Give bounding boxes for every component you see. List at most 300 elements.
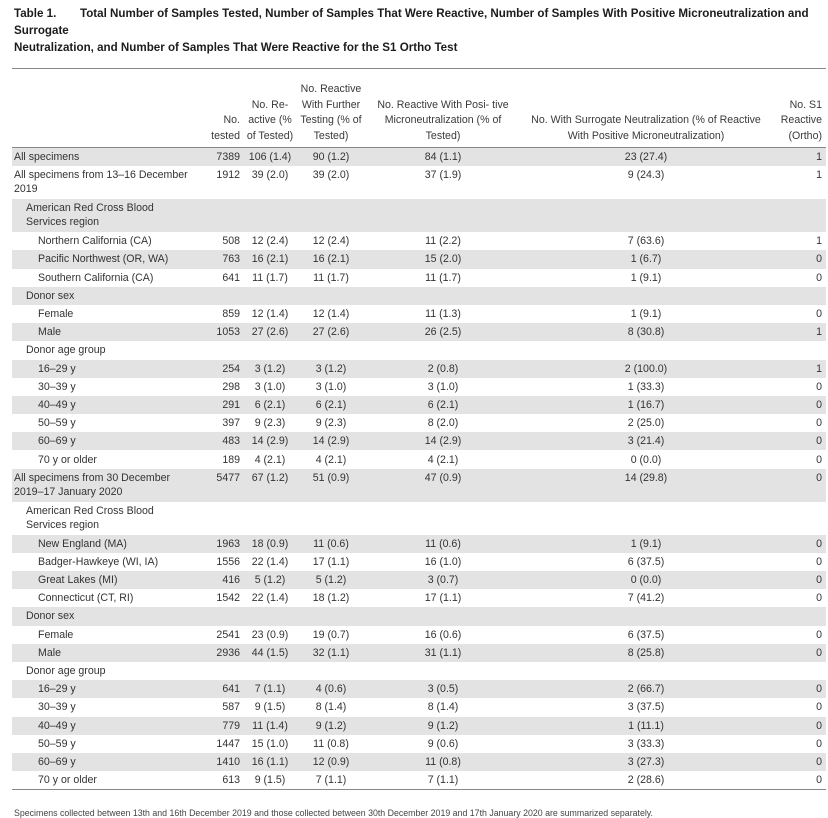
- cell-reactive: 67 (1.2): [244, 469, 296, 502]
- row-label: Female: [38, 308, 74, 321]
- cell-micro: 8 (1.4): [427, 701, 459, 714]
- cell-further: 17 (1.1): [312, 555, 350, 568]
- header-tested: No. tested: [211, 114, 240, 142]
- table-row: [12, 341, 826, 359]
- cell-surrogate: 1 (6.7): [520, 250, 772, 268]
- row-label: 16–29 y: [38, 362, 76, 375]
- cell-micro: 17 (1.1): [424, 592, 462, 605]
- cell-further: 4 (2.1): [315, 453, 347, 466]
- row-label-cell: [12, 680, 198, 698]
- header-surrogate: No. With Surrogate Neutralization (% of Reactive With Positive Microneutralization): [531, 114, 761, 142]
- data-table: [12, 68, 826, 790]
- table-row: [12, 589, 826, 607]
- cell-further: [296, 502, 366, 535]
- cell-reactive: 106 (1.4): [244, 148, 296, 167]
- cell-reactive: 11 (1.4): [244, 717, 296, 735]
- cell-tested: 7389: [198, 148, 244, 167]
- cell-further: 18 (1.2): [312, 592, 350, 605]
- row-label-cell: [12, 717, 198, 735]
- cell-further: [296, 341, 366, 359]
- cell-tested: 1912: [216, 169, 240, 182]
- cell-surrogate: 1 (33.3): [627, 380, 665, 393]
- cell-tested: 1053: [198, 323, 244, 341]
- header-blank: [12, 69, 198, 148]
- row-label-cell: [12, 571, 198, 589]
- header-s1: No. S1 Reactive (Ortho): [780, 98, 822, 142]
- cell-s1: 0: [772, 717, 826, 735]
- cell-micro: 16 (1.0): [424, 555, 462, 568]
- cell-tested: 859: [222, 308, 240, 321]
- cell-s1: [772, 199, 826, 232]
- row-label: 50–59 y: [38, 737, 76, 750]
- cell-reactive: 7 (1.1): [244, 680, 296, 698]
- cell-reactive: 14 (2.9): [244, 432, 296, 450]
- cell-s1: 1: [772, 148, 826, 167]
- row-label-cell: [12, 432, 198, 450]
- row-label-cell: [12, 735, 198, 753]
- cell-further: 6 (2.1): [296, 396, 366, 414]
- table-row: [12, 753, 826, 771]
- row-label: Male: [38, 326, 61, 339]
- table-row: [12, 323, 826, 341]
- table-row: [12, 469, 826, 502]
- row-label-cell: [12, 469, 198, 502]
- row-label-cell: [12, 502, 198, 535]
- header-further: No. Reactive With Further Testing (% of Tested): [300, 83, 362, 142]
- cell-micro: 11 (1.3): [425, 308, 461, 321]
- cell-micro: 3 (0.7): [366, 571, 520, 589]
- cell-reactive: 23 (0.9): [251, 628, 289, 641]
- row-label-cell: [12, 607, 198, 625]
- cell-micro: 16 (0.6): [424, 628, 462, 641]
- cell-tested: [198, 341, 244, 359]
- cell-surrogate: 3 (33.3): [627, 737, 665, 750]
- cell-surrogate: 1 (9.1): [520, 535, 772, 553]
- table-row: [12, 553, 826, 571]
- cell-further: 19 (0.7): [312, 628, 350, 641]
- row-label-cell: [12, 232, 198, 250]
- cell-further: 5 (1.2): [296, 571, 366, 589]
- row-label: Donor sex: [26, 289, 75, 302]
- cell-micro: 26 (2.5): [366, 323, 520, 341]
- cell-micro: [366, 502, 520, 535]
- cell-further: 12 (2.4): [312, 235, 350, 248]
- row-label: Connecticut (CT, RI): [38, 592, 134, 605]
- cell-reactive: 3 (1.0): [254, 380, 286, 393]
- row-label-cell: [12, 250, 198, 268]
- cell-micro: 11 (2.2): [425, 235, 461, 248]
- row-label-cell: [12, 166, 198, 199]
- cell-tested: 613: [222, 774, 240, 787]
- cell-micro: 84 (1.1): [366, 148, 520, 167]
- row-label: Female: [38, 628, 74, 641]
- row-label-cell: [12, 450, 198, 468]
- cell-s1: 0: [772, 680, 826, 698]
- cell-micro: 4 (2.1): [427, 453, 459, 466]
- row-label: American Red Cross Blood Services region: [26, 202, 154, 229]
- cell-reactive: 11 (1.7): [252, 271, 288, 284]
- cell-surrogate: 7 (63.6): [627, 235, 665, 248]
- cell-s1: 0: [816, 417, 822, 430]
- cell-tested: 1447: [216, 737, 240, 750]
- table-row: [12, 450, 826, 468]
- row-label: 16–29 y: [38, 683, 76, 696]
- cell-tested: [198, 662, 244, 680]
- cell-further: 4 (0.6): [296, 680, 366, 698]
- cell-reactive: [244, 607, 296, 625]
- table-row: [12, 698, 826, 716]
- cell-tested: 5477: [198, 469, 244, 502]
- cell-reactive: [244, 287, 296, 305]
- cell-reactive: 9 (1.5): [254, 774, 286, 787]
- cell-s1: [772, 502, 826, 535]
- cell-reactive: 16 (2.1): [244, 250, 296, 268]
- cell-reactive: 22 (1.4): [251, 555, 289, 568]
- row-label-cell: [12, 199, 198, 232]
- cell-tested: 483: [198, 432, 244, 450]
- cell-tested: 641: [198, 680, 244, 698]
- table-title: [0, 0, 828, 56]
- cell-s1: 0: [816, 592, 822, 605]
- cell-reactive: [244, 502, 296, 535]
- table-row: [12, 232, 826, 250]
- cell-s1: 0: [816, 774, 822, 787]
- table-label: Table 1.: [14, 7, 57, 20]
- cell-tested: [198, 607, 244, 625]
- cell-reactive: [244, 662, 296, 680]
- row-label-cell: [12, 589, 198, 607]
- cell-micro: 8 (2.0): [427, 417, 459, 430]
- row-label: 30–39 y: [38, 701, 76, 714]
- table-row: [12, 771, 826, 790]
- cell-surrogate: 3 (27.3): [520, 753, 772, 771]
- cell-s1: 0: [772, 469, 826, 502]
- cell-surrogate: 14 (29.8): [520, 469, 772, 502]
- cell-s1: 0: [816, 271, 822, 284]
- cell-surrogate: 0 (0.0): [520, 571, 772, 589]
- cell-micro: 31 (1.1): [366, 644, 520, 662]
- table-row: [12, 644, 826, 662]
- cell-further: 11 (1.7): [313, 271, 349, 284]
- cell-further: 90 (1.2): [296, 148, 366, 167]
- table-row: [12, 735, 826, 753]
- table-row: [12, 414, 826, 432]
- cell-surrogate: 2 (66.7): [520, 680, 772, 698]
- cell-reactive: 4 (2.1): [254, 453, 286, 466]
- row-label: 50–59 y: [38, 417, 76, 430]
- table-body: [12, 148, 826, 790]
- cell-surrogate: 2 (25.0): [627, 417, 665, 430]
- row-label-cell: [12, 662, 198, 680]
- cell-reactive: 44 (1.5): [244, 644, 296, 662]
- row-label-cell: [12, 771, 198, 790]
- cell-tested: 508: [222, 235, 240, 248]
- cell-micro: 6 (2.1): [366, 396, 520, 414]
- cell-further: 12 (1.4): [312, 308, 350, 321]
- cell-micro: 3 (1.0): [427, 380, 459, 393]
- cell-reactive: 9 (1.5): [254, 701, 286, 714]
- cell-micro: 2 (0.8): [366, 360, 520, 378]
- cell-reactive: 6 (2.1): [244, 396, 296, 414]
- cell-tested: 641: [222, 271, 240, 284]
- cell-surrogate: 2 (100.0): [520, 360, 772, 378]
- cell-micro: 9 (0.6): [427, 737, 459, 750]
- cell-micro: 47 (0.9): [366, 469, 520, 502]
- cell-micro: 11 (1.7): [425, 271, 461, 284]
- cell-surrogate: 1 (9.1): [630, 271, 662, 284]
- cell-micro: [366, 662, 520, 680]
- row-label-cell: [12, 360, 198, 378]
- cell-tested: 1963: [198, 535, 244, 553]
- table-row: [12, 662, 826, 680]
- row-label-cell: [12, 378, 198, 396]
- row-label-cell: [12, 341, 198, 359]
- cell-further: 9 (2.3): [315, 417, 347, 430]
- cell-surrogate: 3 (21.4): [520, 432, 772, 450]
- cell-tested: 254: [198, 360, 244, 378]
- row-label: Male: [38, 646, 61, 659]
- cell-reactive: 15 (1.0): [251, 737, 289, 750]
- cell-micro: 11 (0.8): [366, 753, 520, 771]
- row-label-cell: [12, 626, 198, 644]
- cell-further: 16 (2.1): [296, 250, 366, 268]
- cell-micro: [366, 607, 520, 625]
- row-label: Badger-Hawkeye (WI, IA): [38, 555, 159, 568]
- cell-s1: 0: [772, 396, 826, 414]
- row-label: 40–49 y: [38, 398, 76, 411]
- cell-s1: [772, 287, 826, 305]
- cell-reactive: 39 (2.0): [251, 169, 289, 182]
- cell-surrogate: 1 (9.1): [630, 308, 662, 321]
- cell-surrogate: 8 (30.8): [520, 323, 772, 341]
- cell-surrogate: [520, 199, 772, 232]
- row-label: 60–69 y: [38, 755, 76, 768]
- cell-reactive: 27 (2.6): [244, 323, 296, 341]
- cell-further: 9 (1.2): [296, 717, 366, 735]
- cell-surrogate: 6 (37.5): [627, 555, 665, 568]
- cell-further: 27 (2.6): [296, 323, 366, 341]
- cell-tested: 189: [222, 453, 240, 466]
- row-label-cell: [12, 323, 198, 341]
- cell-surrogate: 6 (37.5): [627, 628, 665, 641]
- cell-s1: 0: [816, 628, 822, 641]
- cell-tested: 587: [222, 701, 240, 714]
- cell-surrogate: [520, 287, 772, 305]
- cell-reactive: 3 (1.2): [244, 360, 296, 378]
- cell-micro: [366, 199, 520, 232]
- cell-tested: 763: [198, 250, 244, 268]
- cell-s1: 0: [772, 535, 826, 553]
- table-row: [12, 502, 826, 535]
- table-row: [12, 287, 826, 305]
- row-label-cell: [12, 305, 198, 323]
- cell-surrogate: 1 (11.1): [520, 717, 772, 735]
- cell-further: 7 (1.1): [315, 774, 347, 787]
- cell-further: 51 (0.9): [296, 469, 366, 502]
- row-label-cell: [12, 148, 198, 167]
- cell-s1: 0: [816, 308, 822, 321]
- cell-further: [296, 199, 366, 232]
- cell-s1: [772, 662, 826, 680]
- row-label: Pacific Northwest (OR, WA): [38, 253, 169, 266]
- cell-further: 3 (1.2): [296, 360, 366, 378]
- cell-tested: [198, 199, 244, 232]
- row-label: Donor age group: [26, 665, 106, 678]
- cell-tested: 298: [222, 380, 240, 393]
- row-label: 40–49 y: [38, 719, 76, 732]
- cell-s1: 0: [816, 737, 822, 750]
- cell-surrogate: 2 (28.6): [627, 774, 665, 787]
- row-label: Great Lakes (MI): [38, 574, 118, 587]
- cell-surrogate: 9 (24.3): [627, 169, 665, 182]
- row-label: All specimens: [14, 151, 80, 164]
- cell-reactive: 22 (1.4): [251, 592, 289, 605]
- cell-further: 11 (0.6): [296, 535, 366, 553]
- table-row: [12, 360, 826, 378]
- cell-s1: [772, 341, 826, 359]
- row-label-cell: [12, 535, 198, 553]
- cell-s1: 1: [772, 360, 826, 378]
- cell-surrogate: [520, 662, 772, 680]
- row-label: All specimens from 13–16 December 2019: [14, 169, 188, 196]
- table-row: [12, 626, 826, 644]
- row-label-cell: [12, 753, 198, 771]
- cell-tested: [198, 287, 244, 305]
- cell-surrogate: 0 (0.0): [630, 453, 662, 466]
- cell-reactive: [244, 341, 296, 359]
- row-label-cell: [12, 287, 198, 305]
- cell-further: [296, 607, 366, 625]
- cell-tested: [198, 502, 244, 535]
- row-label: 60–69 y: [38, 435, 76, 448]
- cell-tested: 1542: [216, 592, 240, 605]
- cell-reactive: 12 (1.4): [251, 308, 289, 321]
- row-label: American Red Cross Blood Services region: [26, 504, 154, 531]
- table-row: [12, 166, 826, 199]
- cell-micro: 3 (0.5): [366, 680, 520, 698]
- row-label-cell: [12, 269, 198, 287]
- cell-micro: 9 (1.2): [366, 717, 520, 735]
- cell-s1: 0: [772, 432, 826, 450]
- row-label-cell: [12, 644, 198, 662]
- cell-micro: 7 (1.1): [427, 774, 459, 787]
- cell-surrogate: [520, 607, 772, 625]
- cell-micro: [366, 287, 520, 305]
- table-title-line1: Total Number of Samples Tested, Number of Samples That Were Reactive, Number of Samples With Positive Microneutralization and Surrogate: [14, 7, 809, 37]
- cell-tested: 2541: [216, 628, 240, 641]
- cell-further: 14 (2.9): [296, 432, 366, 450]
- cell-further: [296, 662, 366, 680]
- cell-tested: 2936: [198, 644, 244, 662]
- cell-tested: 291: [198, 396, 244, 414]
- cell-s1: 0: [816, 380, 822, 393]
- cell-s1: 1: [772, 323, 826, 341]
- cell-s1: 0: [816, 701, 822, 714]
- cell-surrogate: [520, 341, 772, 359]
- table-row: [12, 571, 826, 589]
- table-row: [12, 199, 826, 232]
- cell-reactive: 12 (2.4): [251, 235, 289, 248]
- cell-further: 12 (0.9): [296, 753, 366, 771]
- cell-surrogate: [520, 502, 772, 535]
- cell-reactive: 18 (0.9): [244, 535, 296, 553]
- row-label: 30–39 y: [38, 380, 76, 393]
- cell-further: 3 (1.0): [315, 380, 347, 393]
- cell-s1: 0: [772, 571, 826, 589]
- cell-reactive: [244, 199, 296, 232]
- table-row: [12, 432, 826, 450]
- cell-surrogate: 23 (27.4): [520, 148, 772, 167]
- cell-s1: 1: [816, 169, 822, 182]
- row-label: Donor age group: [26, 344, 106, 357]
- row-label-cell: [12, 414, 198, 432]
- cell-s1: 0: [816, 453, 822, 466]
- table-row: [12, 269, 826, 287]
- cell-micro: 37 (1.9): [424, 169, 462, 182]
- cell-micro: [366, 341, 520, 359]
- row-label: 70 y or older: [38, 774, 97, 787]
- cell-s1: 0: [772, 753, 826, 771]
- row-label: Donor sex: [26, 610, 75, 623]
- cell-further: 11 (0.8): [313, 737, 349, 750]
- cell-surrogate: 7 (41.2): [627, 592, 665, 605]
- cell-s1: 0: [772, 250, 826, 268]
- row-label-cell: [12, 553, 198, 571]
- header-reactive: No. Re- active (% of Tested): [246, 98, 294, 142]
- cell-micro: 11 (0.6): [366, 535, 520, 553]
- row-label-cell: [12, 396, 198, 414]
- table-row: [12, 680, 826, 698]
- cell-reactive: 5 (1.2): [244, 571, 296, 589]
- cell-tested: 397: [222, 417, 240, 430]
- cell-further: [296, 287, 366, 305]
- table-row: [12, 396, 826, 414]
- table-row: [12, 607, 826, 625]
- cell-s1: 1: [816, 235, 822, 248]
- table-footnote: Specimens collected between 13th and 16th December 2019 and those collected between 30th December 2019 and 17th January 2020 are summarized separately.: [14, 808, 653, 818]
- cell-tested: 1556: [216, 555, 240, 568]
- header-row: [12, 69, 826, 148]
- cell-further: 32 (1.1): [296, 644, 366, 662]
- table-row: [12, 535, 826, 553]
- cell-s1: 0: [772, 644, 826, 662]
- table-row: [12, 717, 826, 735]
- table-row: [12, 378, 826, 396]
- table-row: [12, 250, 826, 268]
- header-micro: No. Reactive With Posi- tive Microneutralization (% of Tested): [377, 98, 509, 142]
- table-row: [12, 148, 826, 167]
- table-title-line2: Neutralization, and Number of Samples That Were Reactive for the S1 Ortho Test: [14, 41, 458, 54]
- cell-micro: 14 (2.9): [366, 432, 520, 450]
- cell-reactive: 16 (1.1): [244, 753, 296, 771]
- cell-surrogate: 3 (37.5): [627, 701, 665, 714]
- row-label: New England (MA): [38, 537, 127, 550]
- cell-s1: 0: [816, 555, 822, 568]
- cell-surrogate: 8 (25.8): [520, 644, 772, 662]
- cell-tested: 416: [198, 571, 244, 589]
- cell-further: 39 (2.0): [312, 169, 350, 182]
- cell-tested: 779: [198, 717, 244, 735]
- cell-s1: [772, 607, 826, 625]
- cell-reactive: 9 (2.3): [254, 417, 286, 430]
- row-label: All specimens from 30 December 2019–17 January 2020: [14, 471, 171, 498]
- cell-further: 8 (1.4): [315, 701, 347, 714]
- cell-micro: 15 (2.0): [366, 250, 520, 268]
- row-label: Southern California (CA): [38, 271, 154, 284]
- row-label-cell: [12, 698, 198, 716]
- cell-surrogate: 1 (16.7): [520, 396, 772, 414]
- cell-tested: 1410: [198, 753, 244, 771]
